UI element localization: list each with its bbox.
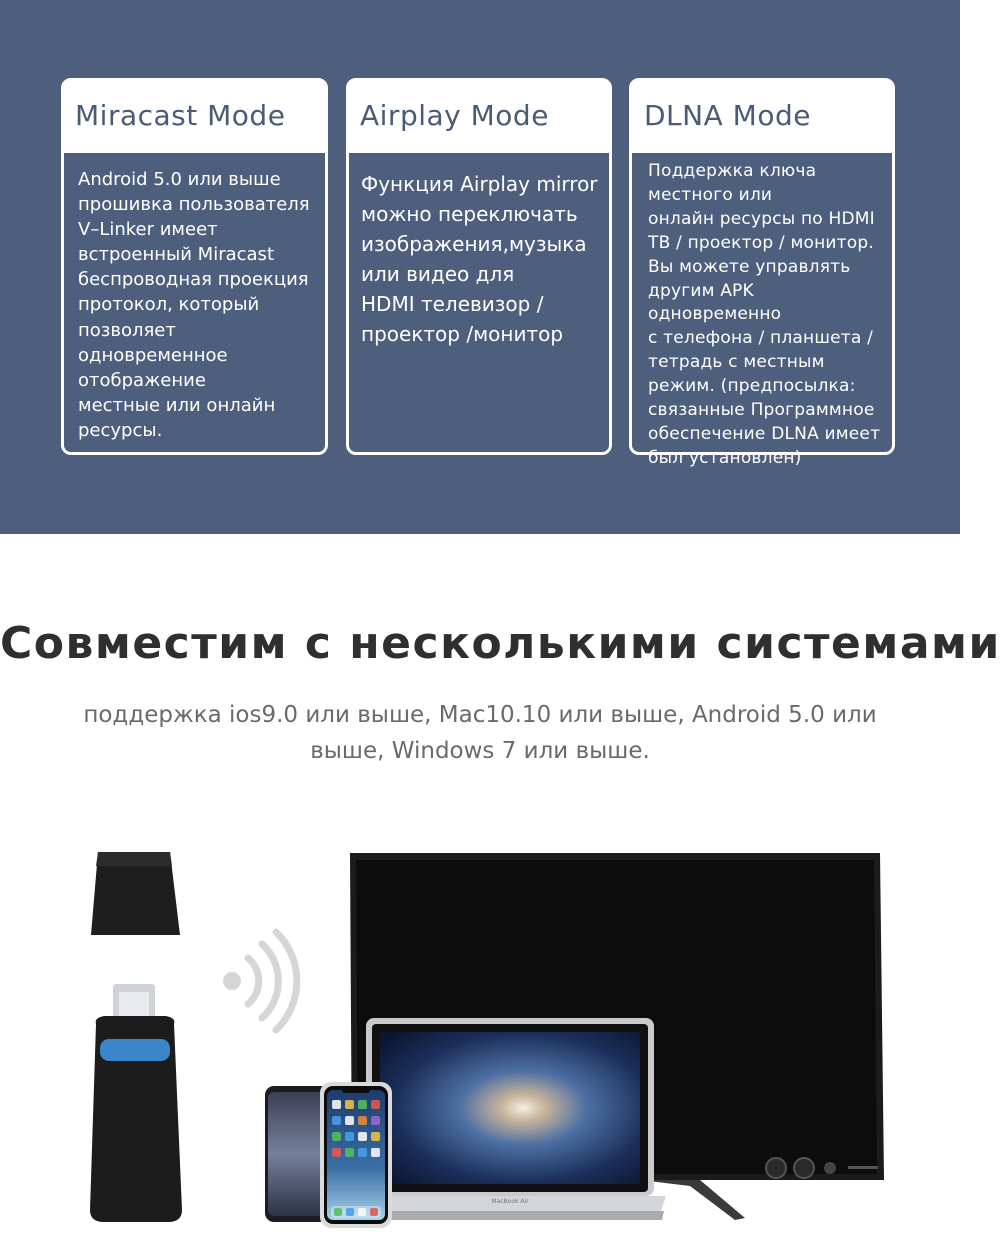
compatibility-description: поддержка ios9.0 или выше, Mac10.10 или выше, Android 5.0 или выше, Windows 7 или выше.	[83, 702, 877, 764]
mode-banner	[0, 0, 960, 534]
compatibility-heading: Совместим с несколькими системами	[0, 618, 1001, 669]
product-illustration	[0, 830, 960, 1259]
card-description: Поддержка ключа местного или онлайн ресурсы по HDMI ТВ / проектор / монитор. Вы можете управлять другим APK одновременно с телефона / планшета / тетрадь с местным режим. (предпосылка: связанные Программное обеспечение DLNA имеет был установлен)	[648, 161, 881, 468]
dlna-mode-card	[629, 78, 895, 468]
card-title: DLNA Mode	[644, 99, 811, 132]
hdmi-dongle	[90, 984, 182, 1222]
card-header	[349, 81, 609, 153]
card-description: Функция Airplay mirror можно переключать изображения,музыка или видео для HDMI телевизор / проектор /монитор	[361, 172, 598, 346]
card-description: Android 5.0 или выше прошивка пользователя V–Linker имеет встроенный Miracast беспроводная проекция протокол, который позволяет одновременное отображение местные или онлайн ресурсы.	[78, 169, 310, 441]
iphone	[320, 1082, 392, 1228]
wireless-signal-icon	[223, 932, 297, 1030]
card-title: Miracast Mode	[75, 99, 286, 132]
laptop-label: MacBook Air	[491, 1198, 529, 1205]
airplay-mode-card	[346, 78, 612, 455]
card-title: Airplay Mode	[360, 99, 549, 132]
dongle-cap	[91, 852, 180, 935]
card-header	[64, 81, 325, 153]
card-header	[632, 81, 892, 153]
laptop	[352, 1018, 666, 1220]
miracast-mode-card	[61, 78, 328, 455]
